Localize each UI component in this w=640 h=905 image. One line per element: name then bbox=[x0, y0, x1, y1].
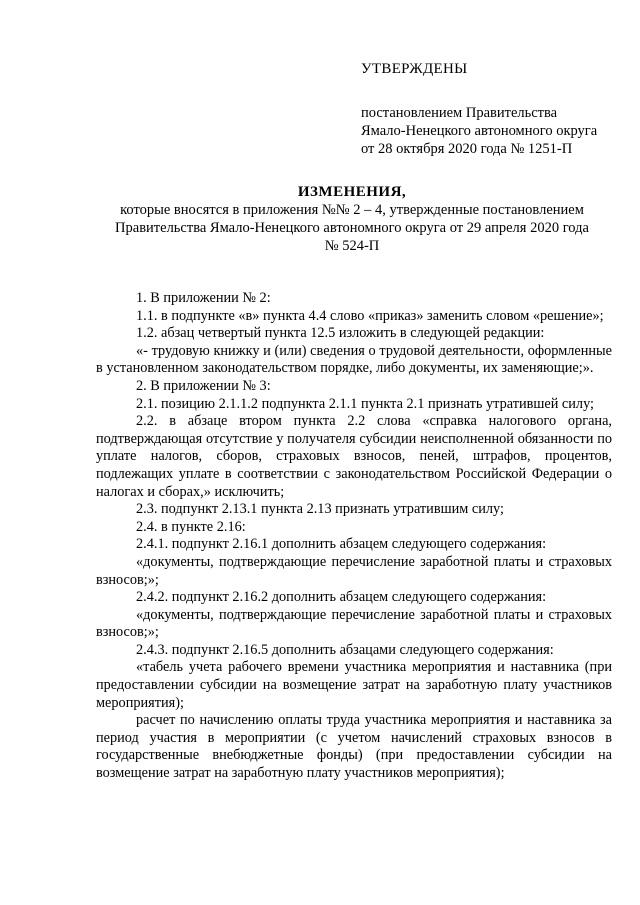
paragraph: 2.2. в абзаце втором пункта 2.2 слова «справка налогового органа, подтверждающая отсутствие у получателя субсидии неисполненной обязанности по уплате налогов, сборов, страховых взносов, пеней, штрафов, процентов, подлежащих уплате в соответствии с законодательством Российской Федерации о налогах и сборах,» исключить; bbox=[96, 413, 612, 500]
document-subtitle-line-1: которые вносятся в приложения №№ 2 – 4, утвержденные постановлением bbox=[120, 202, 584, 218]
approval-title: УТВЕРЖДЕНЫ bbox=[361, 61, 468, 77]
paragraph: 1.2. абзац четвертый пункта 12.5 изложить в следующей редакции: bbox=[136, 325, 545, 342]
document-subtitle-line-2: Правительства Ямало-Ненецкого автономного округа от 29 апреля 2020 года bbox=[115, 220, 589, 236]
document-title: ИЗМЕНЕНИЯ, bbox=[297, 184, 407, 200]
document-heading bbox=[96, 0, 608, 255]
approval-line-1: постановлением Правительства bbox=[361, 105, 558, 121]
paragraph: 1. В приложении № 2: bbox=[136, 290, 271, 306]
approval-line-3: от 28 октября 2020 года № 1251-П bbox=[361, 141, 573, 157]
document-body bbox=[96, 290, 612, 783]
paragraph: «табель учета рабочего времени участника мероприятия и наставника (при предоставлении субсидии на возмещение затрат на заработную плату участников мероприятия); bbox=[96, 659, 612, 711]
approval-line-2: Ямало-Ненецкого автономного округа bbox=[361, 123, 598, 139]
document-subtitle-line-3: № 524-П bbox=[324, 238, 380, 254]
paragraph: 2.1. позицию 2.1.1.2 подпункта 2.1.1 пункта 2.1 признать утратившей силу; bbox=[136, 395, 594, 412]
paragraph: расчет по начислению оплаты труда участника мероприятия и наставника за период участия в мероприятии (с учетом начислений страховых взносов в государственные внебюджетные фонды) (при предоставлении субсидии на возмещение затрат на заработную плату участников мероприятия); bbox=[96, 712, 612, 782]
paragraph: 2.4.3. подпункт 2.16.5 дополнить абзацами следующего содержания: bbox=[136, 641, 554, 658]
paragraph: 2.4.2. подпункт 2.16.2 дополнить абзацем следующего содержания: bbox=[136, 589, 547, 606]
paragraph: 1.1. в подпункте «в» пункта 4.4 слово «приказ» заменить словом «решение»; bbox=[136, 307, 604, 324]
paragraph: «- трудовую книжку и (или) сведения о трудовой деятельности, оформленные в установленном законодательством порядке, либо документы, их заменяющие;». bbox=[96, 342, 612, 377]
paragraph: 2.4.1. подпункт 2.16.1 дополнить абзацем следующего содержания: bbox=[136, 536, 547, 553]
paragraph: 2.3. подпункт 2.13.1 пункта 2.13 признать утратившим силу; bbox=[136, 501, 504, 518]
paragraph: 2. В приложении № 3: bbox=[136, 377, 271, 394]
paragraph: «документы, подтверждающие перечисление заработной платы и страховых взносов;»; bbox=[96, 553, 612, 588]
paragraph: 2.4. в пункте 2.16: bbox=[136, 518, 246, 535]
paragraph: «документы, подтверждающие перечисление заработной платы и страховых взносов;»; bbox=[96, 606, 612, 641]
